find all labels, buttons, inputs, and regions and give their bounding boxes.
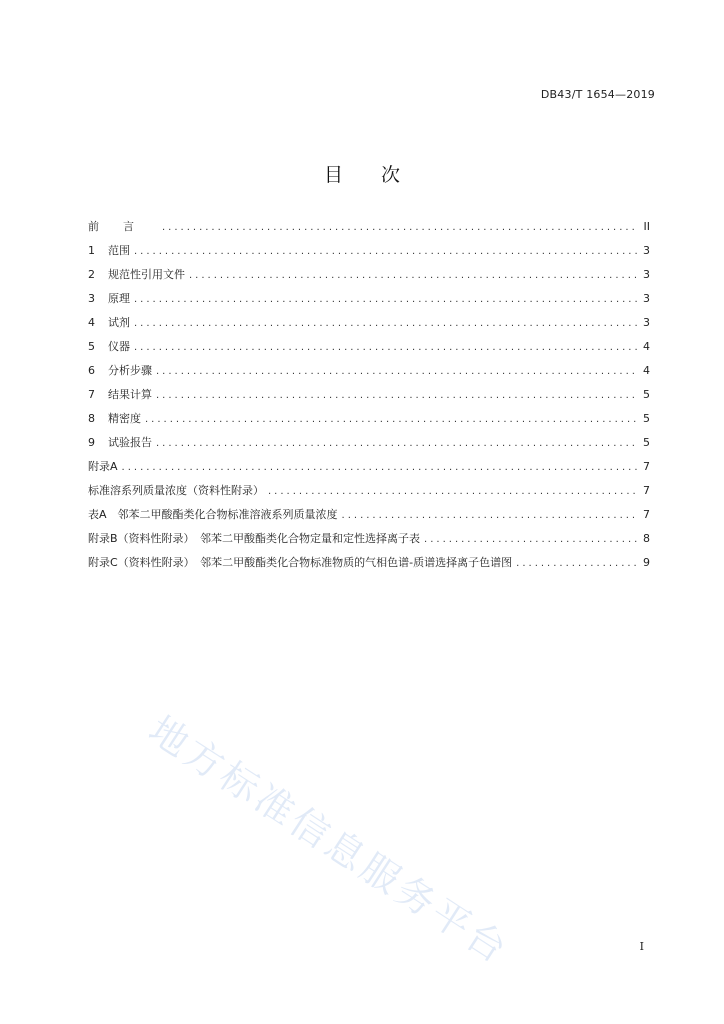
toc-entry-number: 5 xyxy=(88,340,95,353)
toc-entry-label: 附录B（资料性附录） 邻苯二甲酸酯类化合物定量和定性选择离子表 xyxy=(88,532,421,545)
toc-entry-page: II xyxy=(643,220,650,233)
toc-entry-page: 7 xyxy=(643,508,650,521)
toc-entry-label: 附录C（资料性附录） 邻苯二甲酸酯类化合物标准物质的气相色谱-质谱选择离子色谱图 xyxy=(88,556,513,569)
toc-entry-page: 5 xyxy=(643,388,650,401)
toc-entry-number: 6 xyxy=(88,364,95,377)
toc-entry-label: 范围 xyxy=(108,244,130,257)
toc-entry-label: 前言 xyxy=(88,220,158,233)
toc-entry-number: 1 xyxy=(88,244,95,257)
toc-entry[interactable] xyxy=(88,359,650,383)
toc-entry[interactable] xyxy=(88,431,650,455)
document-code: DB43/T 1654—2019 xyxy=(540,88,655,101)
toc-leader-dots xyxy=(134,288,638,312)
toc-entry-page: 4 xyxy=(643,340,650,353)
toc-entry-label: 规范性引用文件 xyxy=(108,268,185,281)
toc-entry-label: 表A 邻苯二甲酸酯类化合物标准溶液系列质量浓度 xyxy=(88,508,338,521)
toc-entry-label: 结果计算 xyxy=(108,388,152,401)
page-title: 目次 xyxy=(323,164,438,186)
toc-entry[interactable] xyxy=(88,215,650,239)
toc-entry-page: 8 xyxy=(643,532,650,545)
toc-entry-label: 原理 xyxy=(108,292,130,305)
watermark: 地方标准信息服务平台 xyxy=(141,707,518,974)
toc-entry[interactable] xyxy=(88,455,650,479)
toc-entry-page: 3 xyxy=(643,268,650,281)
toc-leader-dots xyxy=(134,336,638,360)
toc-entry-page: 3 xyxy=(643,244,650,257)
toc-entry-page: 4 xyxy=(643,364,650,377)
toc-entry[interactable] xyxy=(88,527,650,551)
toc-entry-label: 附录A xyxy=(88,460,118,473)
toc-entry-label: 试验报告 xyxy=(108,436,152,449)
toc-entry-label: 标准溶系列质量浓度（资料性附录） xyxy=(88,484,264,497)
toc-leader-dots xyxy=(156,360,638,384)
toc-entry-label: 精密度 xyxy=(108,412,141,425)
table-of-contents xyxy=(88,215,650,575)
toc-entry-number: 7 xyxy=(88,388,95,401)
toc-entry[interactable] xyxy=(88,383,650,407)
toc-entry-page: 3 xyxy=(643,292,650,305)
toc-entry-number: 9 xyxy=(88,436,95,449)
toc-entry-page: 3 xyxy=(643,316,650,329)
toc-entry[interactable] xyxy=(88,551,650,575)
toc-entry[interactable] xyxy=(88,311,650,335)
toc-entry-label: 仪器 xyxy=(108,340,130,353)
toc-entry-page: 5 xyxy=(643,436,650,449)
toc-leader-dots xyxy=(122,456,638,480)
toc-leader-dots xyxy=(342,504,638,528)
toc-entry-page: 7 xyxy=(643,460,650,473)
toc-leader-dots xyxy=(156,432,638,456)
toc-leader-dots xyxy=(516,552,638,576)
toc-entry[interactable] xyxy=(88,287,650,311)
toc-entry-number: 4 xyxy=(88,316,95,329)
toc-entry[interactable] xyxy=(88,503,650,527)
toc-leader-dots xyxy=(162,216,638,240)
toc-entry-page: 7 xyxy=(643,484,650,497)
toc-entry-label: 分析步骤 xyxy=(108,364,152,377)
toc-entry-page: 5 xyxy=(643,412,650,425)
toc-entry[interactable] xyxy=(88,479,650,503)
toc-entry[interactable] xyxy=(88,239,650,263)
toc-entry[interactable] xyxy=(88,335,650,359)
toc-leader-dots xyxy=(424,528,638,552)
toc-entry[interactable] xyxy=(88,407,650,431)
toc-leader-dots xyxy=(268,480,638,504)
page-number: I xyxy=(639,940,644,953)
toc-leader-dots xyxy=(156,384,638,408)
toc-entry-label: 试剂 xyxy=(108,316,130,329)
toc-entry-number: 8 xyxy=(88,412,95,425)
toc-leader-dots xyxy=(134,312,638,336)
toc-leader-dots xyxy=(145,408,638,432)
toc-entry-page: 9 xyxy=(643,556,650,569)
toc-entry-number: 2 xyxy=(88,268,95,281)
toc-leader-dots xyxy=(189,264,638,288)
toc-leader-dots xyxy=(134,240,638,264)
toc-entry[interactable] xyxy=(88,263,650,287)
toc-entry-number: 3 xyxy=(88,292,95,305)
